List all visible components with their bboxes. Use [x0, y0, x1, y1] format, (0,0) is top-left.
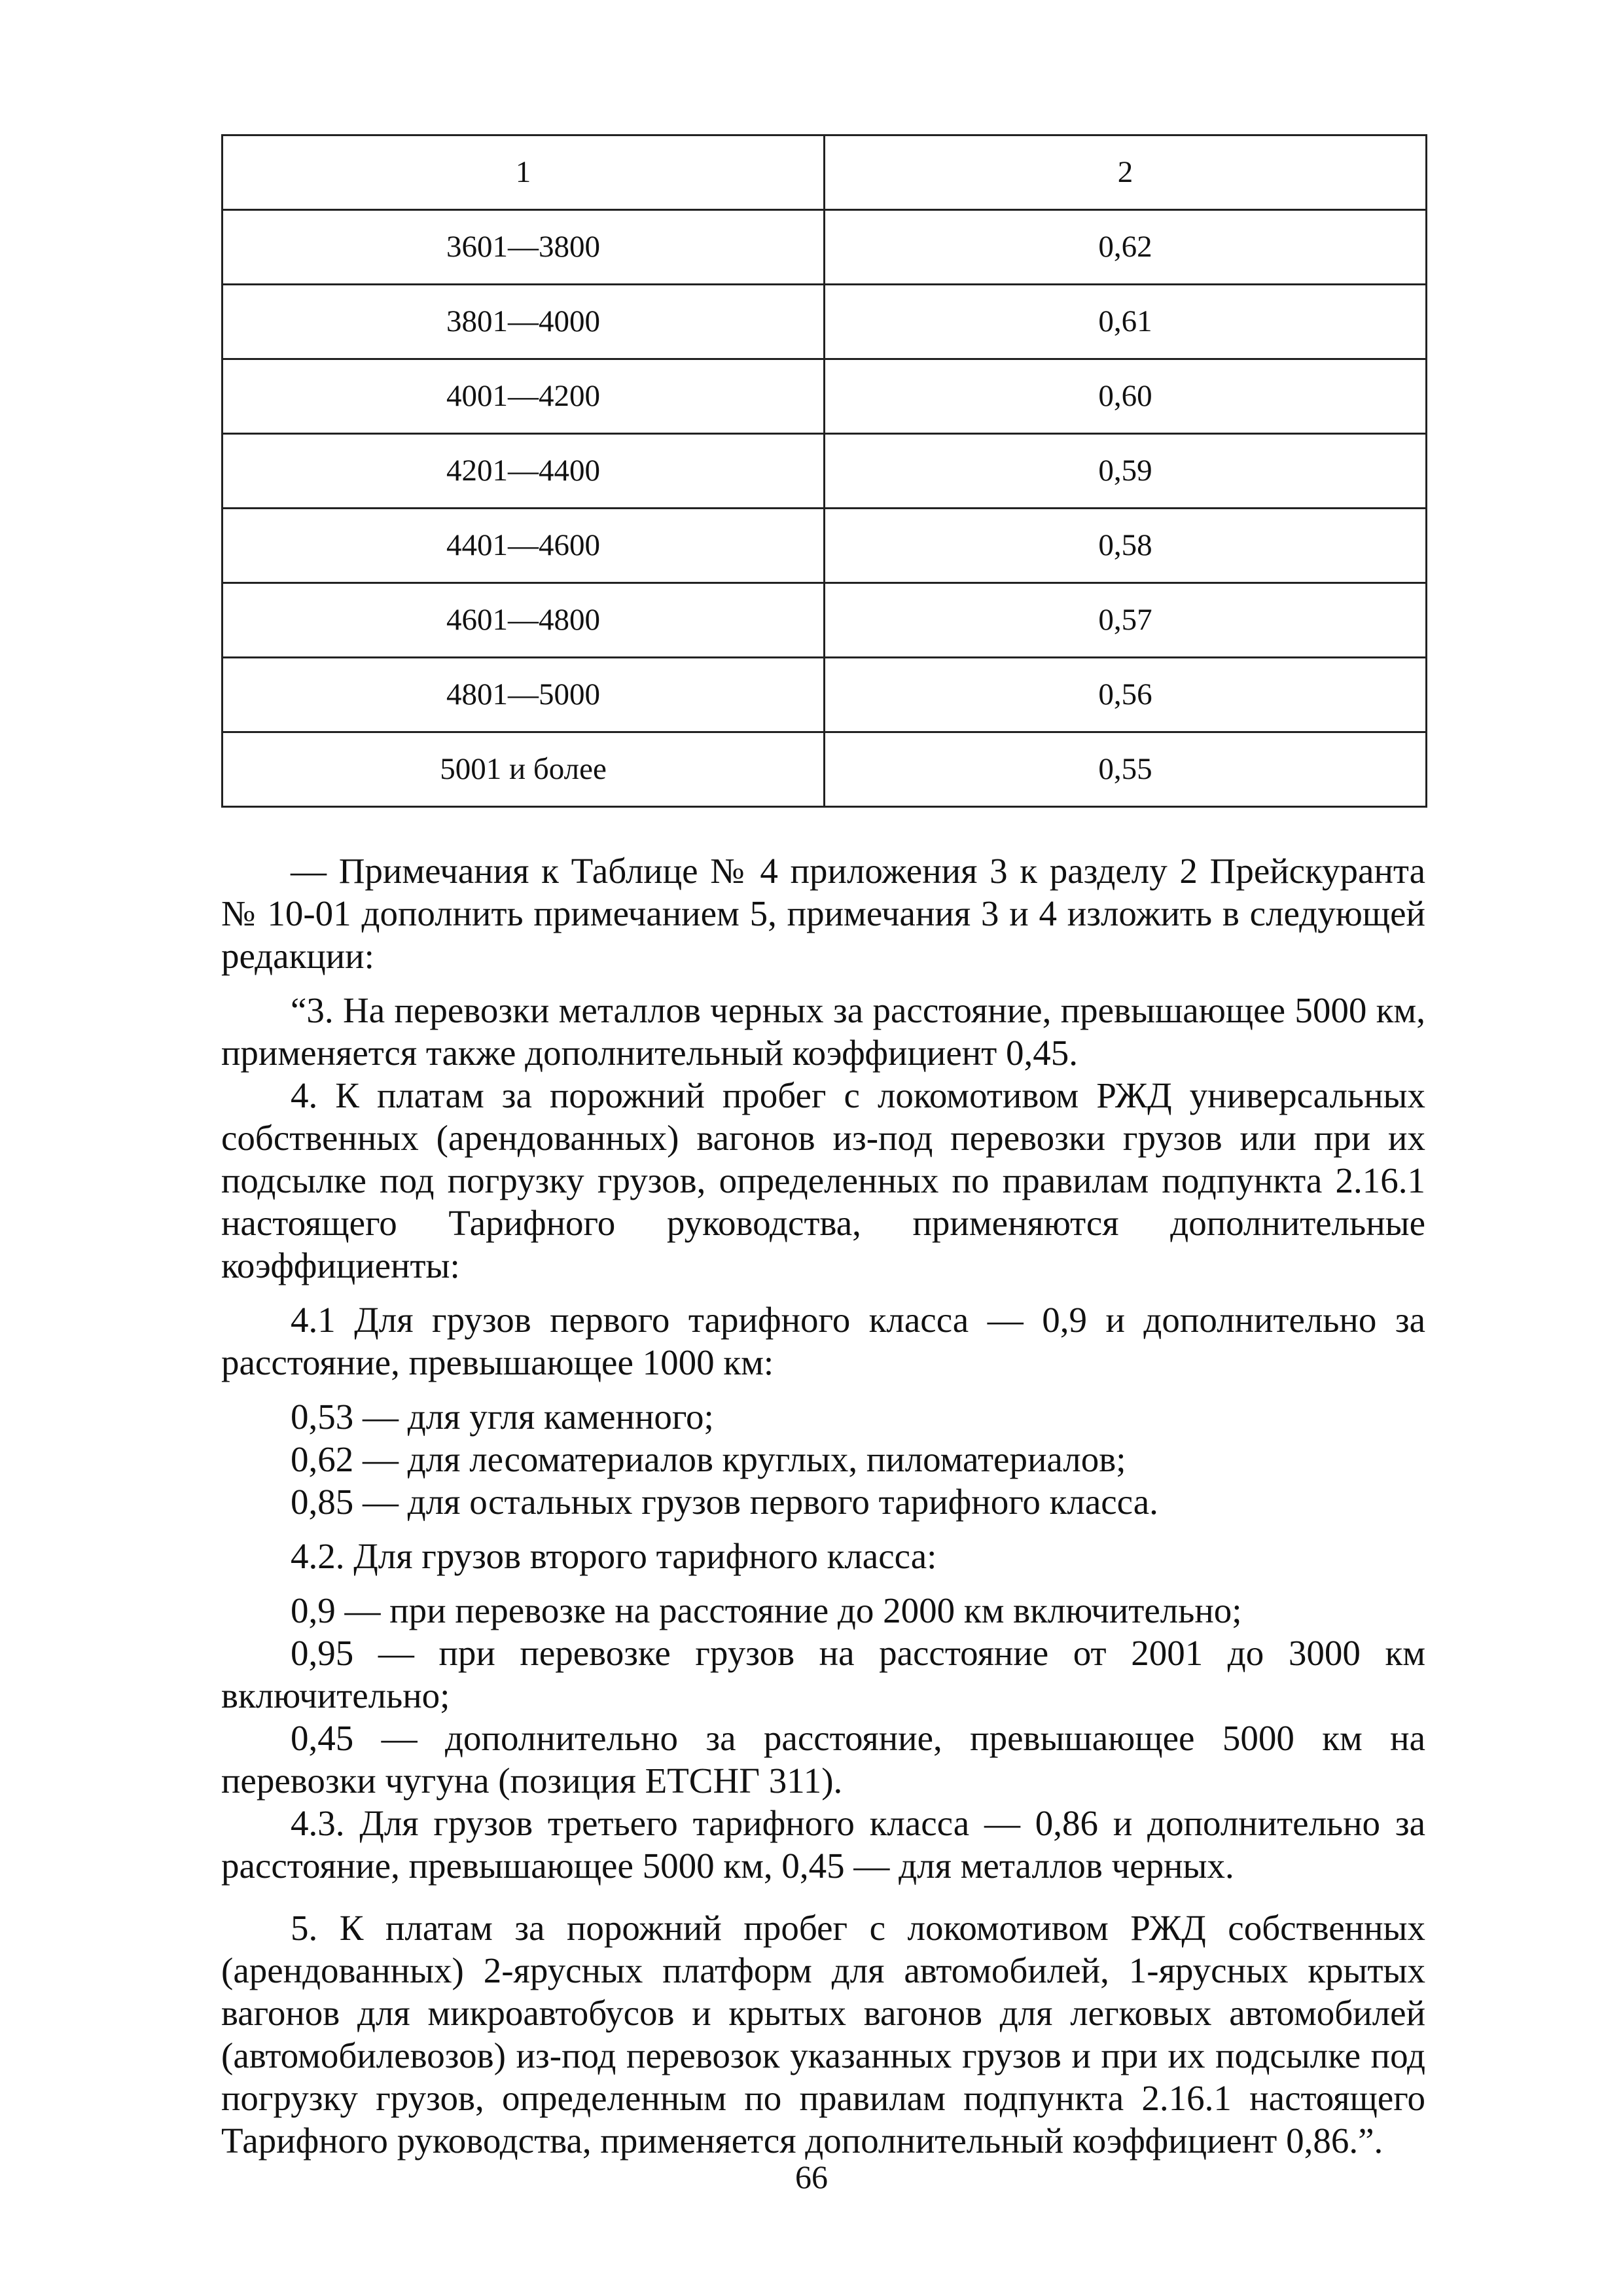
distance-cell: 4801—5000 [223, 658, 825, 732]
table-row [223, 509, 1427, 583]
table-row [223, 210, 1427, 285]
coefficient-cell: 0,55 [825, 732, 1427, 807]
coefficient-cell: 0,60 [825, 359, 1427, 434]
paragraph-note-4-1: 4.1 Для грузов первого тарифного класса — 0,9 и дополнительно за расстояние, превышающее 1000 км: [221, 1300, 1425, 1382]
table-row [223, 732, 1427, 807]
paragraph-other-first-class: 0,85 — для остальных грузов первого тарифного класса. [291, 1482, 1158, 1522]
paragraph-cast-iron: 0,45 — дополнительно за расстояние, превышающее 5000 км на перевозки чугуна (позиция ЕТСНГ 311). [221, 1718, 1425, 1801]
coefficient-cell: 0,61 [825, 285, 1427, 359]
coefficient-cell: 0,57 [825, 583, 1427, 658]
table-row [223, 359, 1427, 434]
paragraph-timber: 0,62 — для лесоматериалов круглых, пиломатериалов; [291, 1439, 1126, 1479]
table-row [223, 285, 1427, 359]
distance-cell: 5001 и более [223, 732, 825, 807]
distance-cell: 3601—3800 [223, 210, 825, 285]
table-header-cell: 1 [223, 135, 825, 210]
distance-cell: 4201—4400 [223, 434, 825, 509]
paragraph-note-4: 4. К платам за порожний пробег с локомотивом РЖД универсальных собственных (арендованных) вагонов из-под перевозки грузов или при их подсылке под погрузку грузов, определенных по правилам подпункта 2.16.1 настоящего Тарифного руководства, применяются дополнительные коэффициенты: [221, 1075, 1425, 1285]
paragraph-coal: 0,53 — для угля каменного; [291, 1397, 714, 1437]
paragraph-note-4-2: 4.2. Для грузов второго тарифного класса: [291, 1536, 937, 1576]
coefficient-cell: 0,56 [825, 658, 1427, 732]
distance-cell: 4001—4200 [223, 359, 825, 434]
distance-cell: 4401—4600 [223, 509, 825, 583]
paragraph-note-5: 5. К платам за порожний пробег с локомотивом РЖД собственных (арендованных) 2-ярусных платформ для автомобилей, 1-ярусных крытых вагонов для микроавтобусов и крытых вагонов для легковых автомобилей (автомобилевозов) из-под перевозок указанных грузов и при их подсылке под погрузку грузов, определенным по правилам подпункта 2.16.1 настоящего Тарифного руководства, применяется дополнительный коэффициент 0,86.”. [221, 1908, 1425, 2161]
table-header-cell: 2 [825, 135, 1427, 210]
coefficient-cell: 0,62 [825, 210, 1427, 285]
paragraph-notes-intro: — Примечания к Таблице № 4 приложения 3 к разделу 2 Прейскуранта № 10-01 дополнить примечанием 5, примечания 3 и 4 изложить в следующей редакции: [221, 851, 1425, 976]
paragraph-up-to-2000: 0,9 — при перевозке на расстояние до 2000 км включительно; [291, 1590, 1242, 1630]
paragraph-note-3: “3. На перевозки металлов черных за расстояние, превышающее 5000 км, применяется также дополнительный коэффициент 0,45. [221, 990, 1425, 1073]
paragraph-2001-3000: 0,95 — при перевозке грузов на расстояние от 2001 до 3000 км включительно; [221, 1633, 1425, 1715]
coefficient-table [221, 134, 1427, 808]
distance-cell: 4601—4800 [223, 583, 825, 658]
page-number: 66 [795, 2159, 828, 2195]
distance-cell: 3801—4000 [223, 285, 825, 359]
coefficient-cell: 0,59 [825, 434, 1427, 509]
paragraph-note-4-3: 4.3. Для грузов третьего тарифного класса — 0,86 и дополнительно за расстояние, превышающее 5000 км, 0,45 — для металлов черных. [221, 1803, 1425, 1886]
table-row [223, 434, 1427, 509]
table-row [223, 583, 1427, 658]
coefficient-cell: 0,58 [825, 509, 1427, 583]
document-body [221, 850, 1425, 2162]
table-row [223, 658, 1427, 732]
table-header-row [223, 135, 1427, 210]
